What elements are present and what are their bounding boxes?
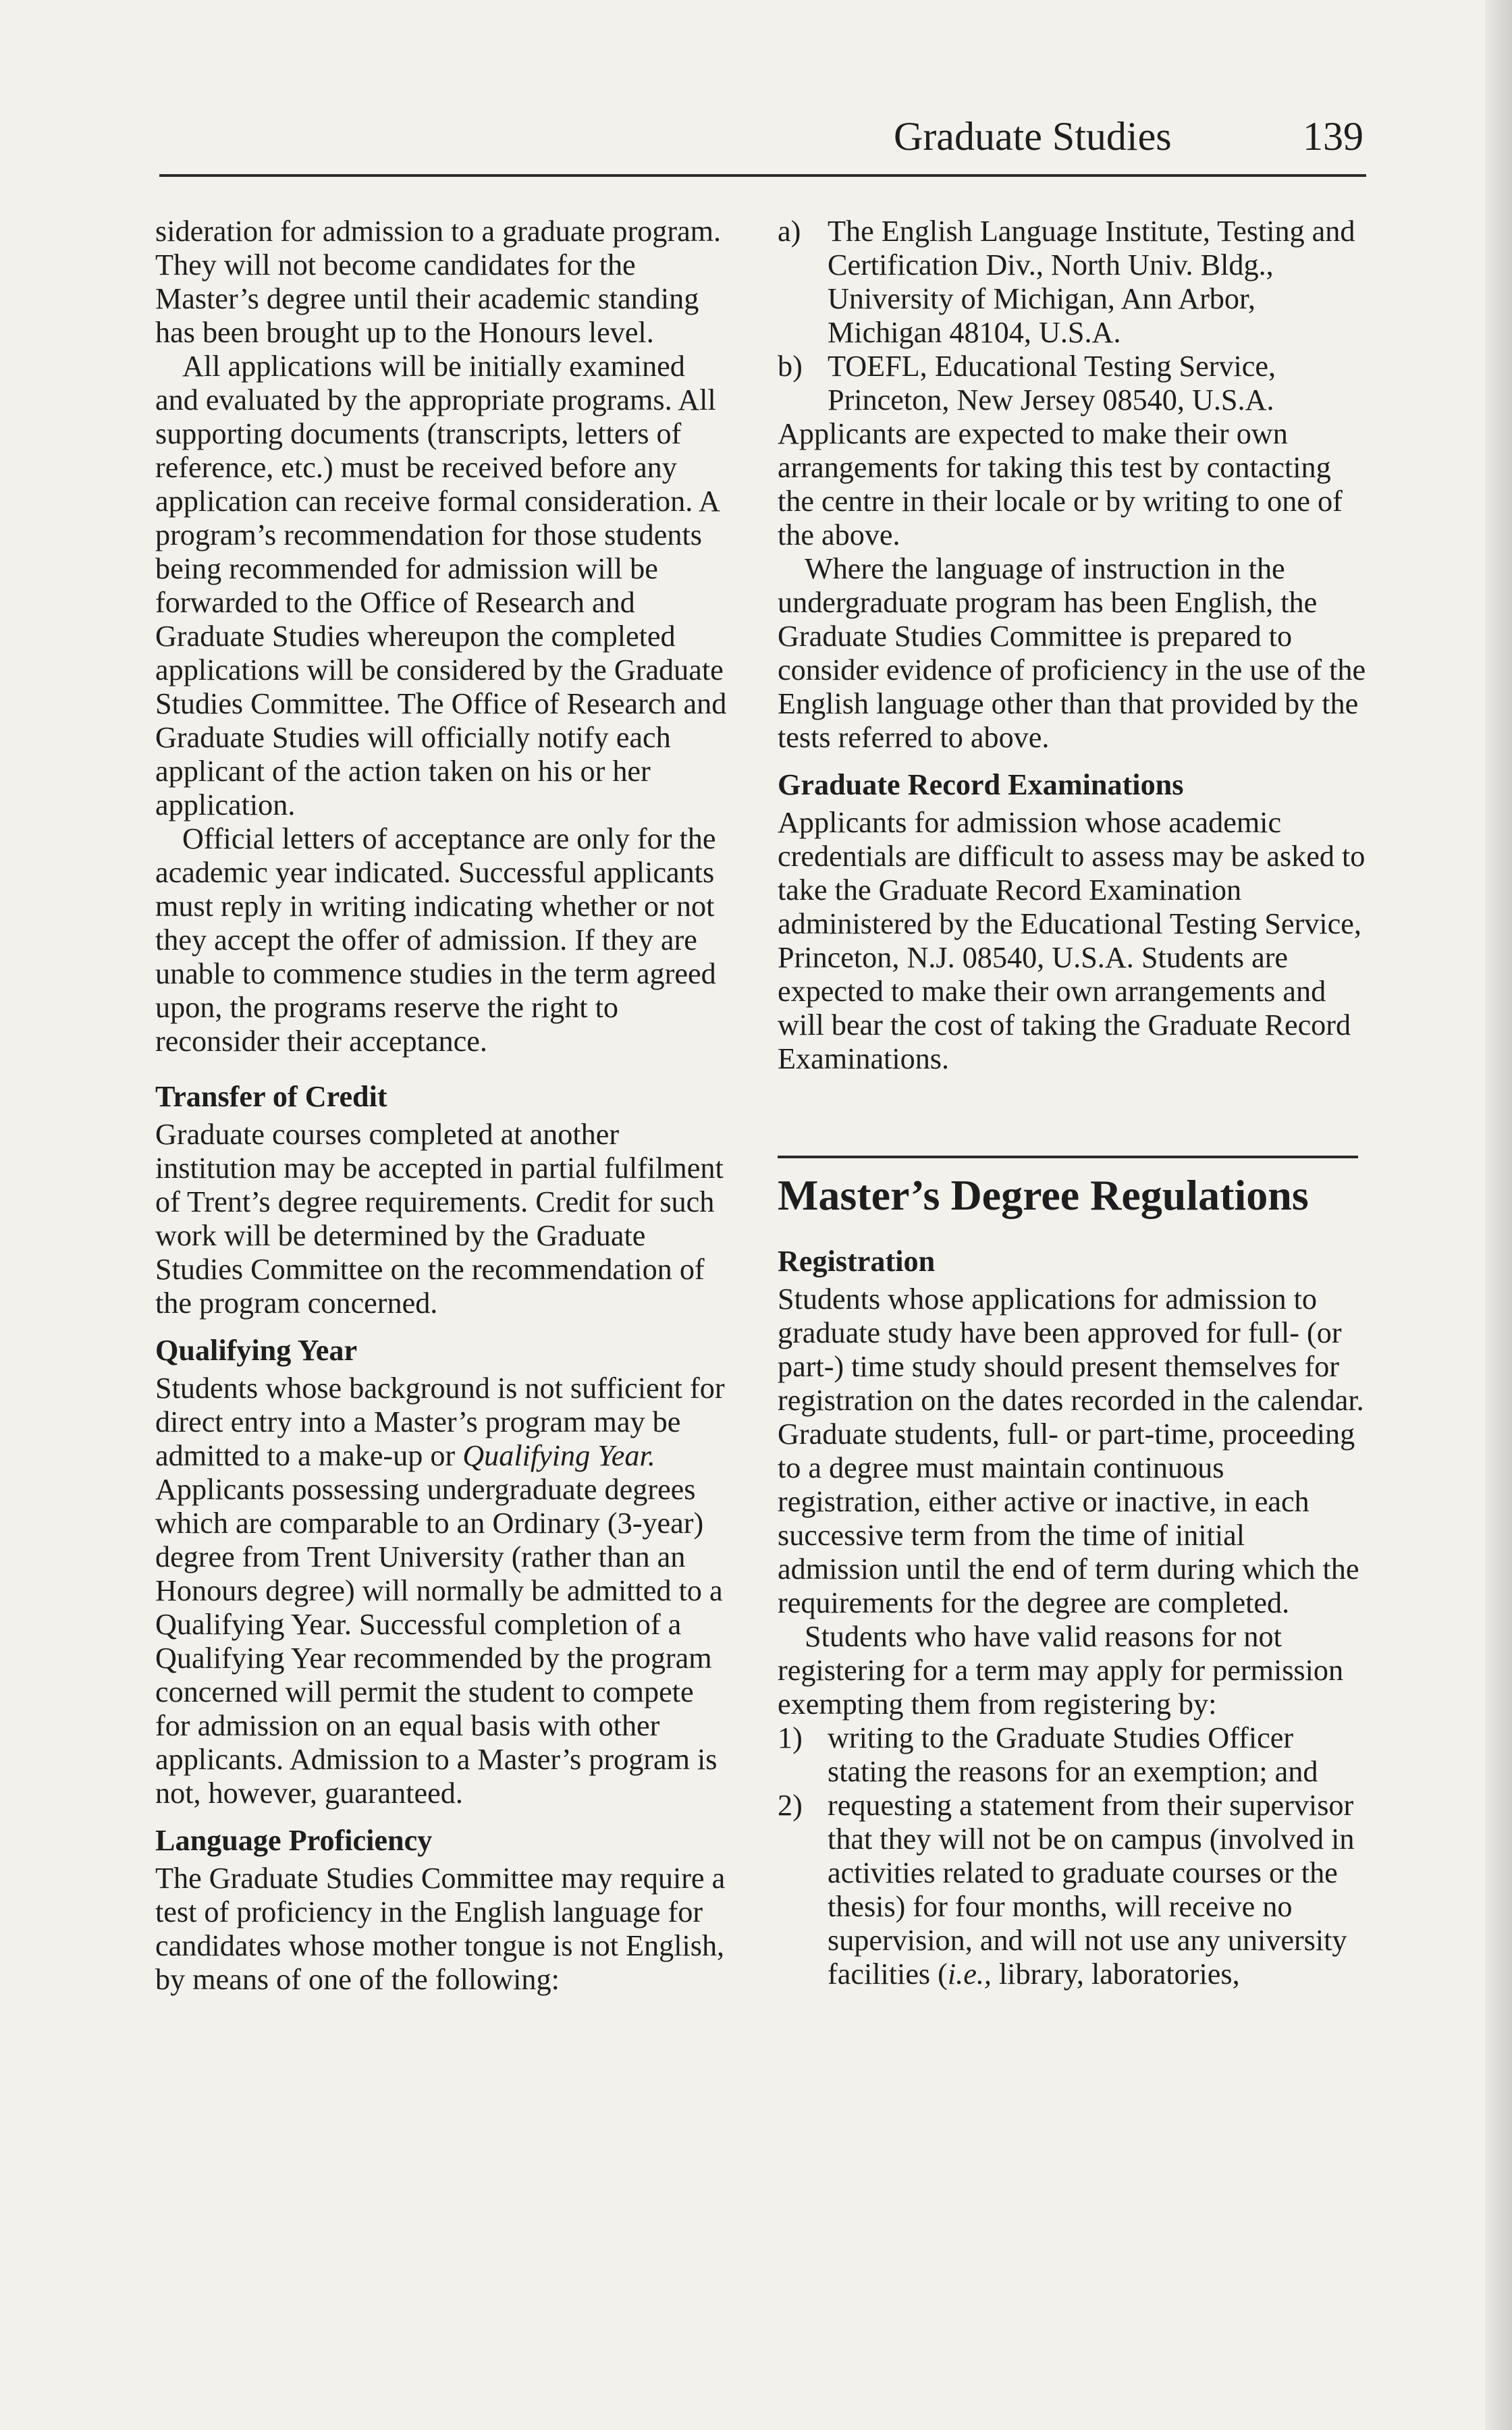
- exemption-intro-paragraph: Students who have valid reasons for not registering for a term may apply for permission exempting them from registering by:: [778, 1620, 1344, 1721]
- applications-paragraph: All applications will be initially examined and evaluated by the appropriate programs. All supporting documents (transcripts, letters of reference, etc.) must be received before any application can receive formal consideration. A program’s recommendation for those students being recommended for admission will be forwarded to the Office of Research and Graduate Studies whereupon the completed applications will be considered by the Graduate Studies Committee. The Office of Research and Graduate Studies will officially notify each applicant of the action taken on his or her application.: [155, 350, 727, 821]
- exemption-step-1: [778, 1721, 1372, 1789]
- header-rule: [159, 174, 1366, 177]
- list-text: TOEFL, Educational Testing Service, Princeton, New Jersey 08540, U.S.A.: [828, 350, 1276, 416]
- registration-heading: Registration: [778, 1245, 936, 1278]
- qualifying-year-paragraph: [155, 1372, 729, 1810]
- transfer-of-credit-paragraph: Graduate courses completed at another institution may be accepted in partial fulfilment of Trent’s degree requirements. Credit for such work will be determined by the Graduate Studies Committee on the recommendation of the program concerned.: [155, 1118, 724, 1320]
- gre-paragraph: Applicants for admission whose academic credentials are difficult to assess may be asked to take the Graduate Record Examination administered by the Educational Testing Service, Princeton, N.J. 08540, U.S.A. Students are expected to make their own arrangements and will bear the cost of taking the Graduate Record Examinations.: [778, 806, 1366, 1075]
- step-2-text-part-2: library, laboratories,: [991, 1958, 1240, 1991]
- qualifying-year-italic: Qualifying Year.: [462, 1439, 655, 1472]
- language-of-instruction-paragraph: Where the language of instruction in the undergraduate program has been English, the Graduate Studies Committee is prepared to consider evidence of proficiency in the use of the English language other than that provided by the tests referred to above.: [778, 552, 1366, 754]
- exemption-step-2: [778, 1789, 1372, 1991]
- list-label: 1): [778, 1721, 803, 1754]
- right-column: [778, 215, 1372, 1991]
- transfer-of-credit-heading: Transfer of Credit: [155, 1080, 387, 1113]
- masters-degree-regulations-heading: Master’s Degree Regulations: [778, 1171, 1309, 1219]
- admission-paragraph-continued: sideration for admission to a graduate program. They will not become candidates for the Master’s degree until their academic standing has been brought up to the Honours level.: [155, 215, 722, 349]
- test-option-a: [778, 215, 1372, 350]
- language-proficiency-heading: Language Proficiency: [155, 1824, 433, 1857]
- test-option-b: [778, 350, 1372, 417]
- list-text: writing to the Graduate Studies Officer stating the reasons for an exemption; and: [828, 1721, 1318, 1788]
- gre-heading: Graduate Record Examinations: [778, 768, 1184, 801]
- page-number: 139: [1303, 114, 1364, 159]
- acceptance-paragraph: Official letters of acceptance are only for the academic year indicated. Successful applicants must reply in writing indicating whether or not they accept the offer of admission. If they are unable to commence studies in the term agreed upon, the programs reserve the right to reconsider their acceptance.: [155, 822, 716, 1058]
- running-head-section: Graduate Studies: [894, 114, 1172, 159]
- running-head: [894, 116, 1364, 157]
- step-2-text-part-1: requesting a statement from their supervisor that they will not be on campus (involved in activities related to graduate courses or the thesis) for four months, will receive no supervision, and will not use any university facilities (: [828, 1789, 1355, 1991]
- qualifying-text-part-2: Applicants possessing undergraduate degrees which are comparable to an Ordinary (3-year) degree from Trent University (rather than an Honours degree) will normally be admitted to a Qualifying Year. Successful completion of a Qualifying Year recommended by the program concerned will permit the student to compete for admission on an equal basis with other applicants. Admission to a Master’s program is not, however, guaranteed.: [155, 1473, 723, 1810]
- ie-italic: i.e.,: [947, 1958, 992, 1991]
- left-column: [155, 215, 729, 1997]
- language-proficiency-paragraph: The Graduate Studies Committee may require a test of proficiency in the English language for candidates whose mother tongue is not English, by means of one of the following:: [155, 1862, 726, 1996]
- list-text: [828, 1789, 1372, 1991]
- qualifying-year-heading: Qualifying Year: [155, 1334, 358, 1367]
- page-edge-shadow: [1485, 0, 1512, 2430]
- test-arrangements-paragraph: Applicants are expected to make their own arrangements for taking this test by contacting the centre in their locale or by writing to one of the above.: [778, 417, 1343, 551]
- list-text: The English Language Institute, Testing and Certification Div., North Univ. Bldg., University of Michigan, Ann Arbor, Michigan 48104, U.S.A.: [828, 215, 1355, 349]
- section-rule: [778, 1156, 1358, 1158]
- list-label: b): [778, 350, 803, 383]
- list-label: a): [778, 215, 801, 248]
- registration-paragraph: Students whose applications for admission to graduate study have been approved for full- (or part-) time study should present themselves for registration on the dates recorded in the calendar. Graduate students, full- or part-time, proceeding to a degree must maintain continuous registration, either active or inactive, in each successive term from the time of initial admission until the end of term during which the requirements for the degree are completed.: [778, 1282, 1364, 1619]
- list-label: 2): [778, 1789, 803, 1822]
- qualifying-text-part-1: Students whose background is not sufficient for direct entry into a Master’s program may be admitted to a make-up or: [155, 1372, 725, 1472]
